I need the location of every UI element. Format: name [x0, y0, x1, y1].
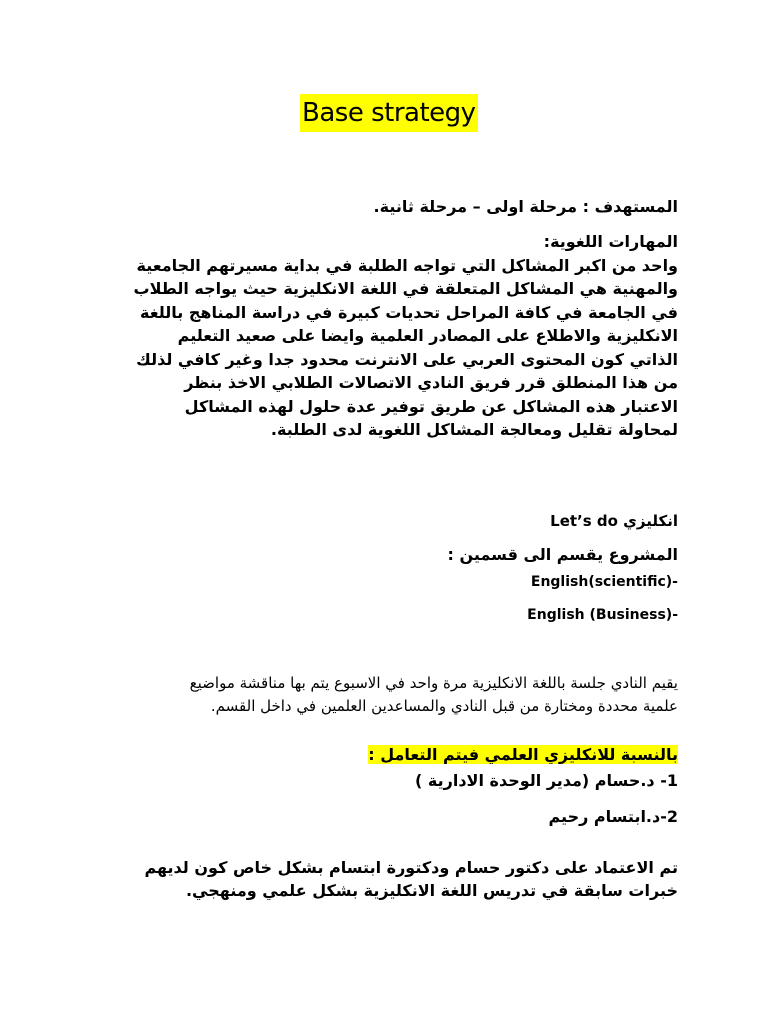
document-title: Base strategy [300, 94, 478, 132]
section-business: English (Business)- [527, 607, 678, 623]
skills-line: واحد من اكبر المشاكل التي تواجه الطلبة في بداية مسيرتهم الجامعية [136, 255, 678, 275]
weekly-paragraph [190, 672, 678, 718]
person-item-1: 1- د.حسام (مدير الوحدة الادارية ) [415, 771, 678, 790]
skills-line: والمهنية هي المشاكل المتعلقة في اللغة الانكليزية حيث يواجه الطلاب [133, 279, 678, 298]
reliance-paragraph [144, 856, 678, 902]
reliance-line: خبرات سابقة في تدريس اللغة الانكليزية بشكل علمي ومنهجي. [185, 881, 678, 900]
lets-do-line: Let’s do انكليزي [550, 512, 678, 530]
skills-line: الذاتي كون المحتوى العربي على الانترنت محدود جدا وغير كافي لذلك [136, 349, 678, 369]
scientific-heading-text: بالنسبة للانكليزي العلمي فيتم التعامل : [368, 745, 678, 764]
person-item-2: 2-د.ابتسام رحيم [548, 807, 678, 826]
target-line: المستهدف : مرحلة اولى – مرحلة ثانية. [373, 197, 678, 216]
skills-line: لمحاولة تقليل ومعالجة المشاكل اللغوية لدى الطلبة. [270, 420, 678, 439]
scientific-heading [368, 744, 678, 766]
skills-line: الانكليزية والاطلاع على المصادر العلمية وايضا على صعيد التعليم [177, 326, 678, 345]
skills-line: من هذا المنطلق قرر فريق النادي الاتصالات الطلابي الاخذ بنظر [184, 373, 678, 392]
weekly-line: يقيم النادي جلسة باللغة الانكليزية مرة واحد في الاسبوع يتم بها مناقشة مواضيع [189, 674, 678, 692]
project-split-line: المشروع يقسم الى قسمين : [447, 545, 678, 564]
weekly-line: علمية محددة ومختارة من قبل النادي والمساعدين العلمين في داخل القسم. [210, 697, 678, 715]
skills-paragraph [134, 230, 678, 442]
skills-line: في الجامعة في كافة المراحل تحديات كبيرة في دراسة المناهج باللغة [140, 302, 678, 322]
reliance-line: تم الاعتماد على دكتور حسام ودكتورة ابتسام بشكل خاص كون لديهم [144, 858, 678, 877]
section-scientific: English(scientific)- [530, 574, 678, 590]
skills-heading: المهارات اللغوية: [543, 232, 678, 251]
skills-line: الاعتبار هذه المشاكل عن طريق توفير عدة حلول لهذه المشاكل [184, 396, 678, 416]
